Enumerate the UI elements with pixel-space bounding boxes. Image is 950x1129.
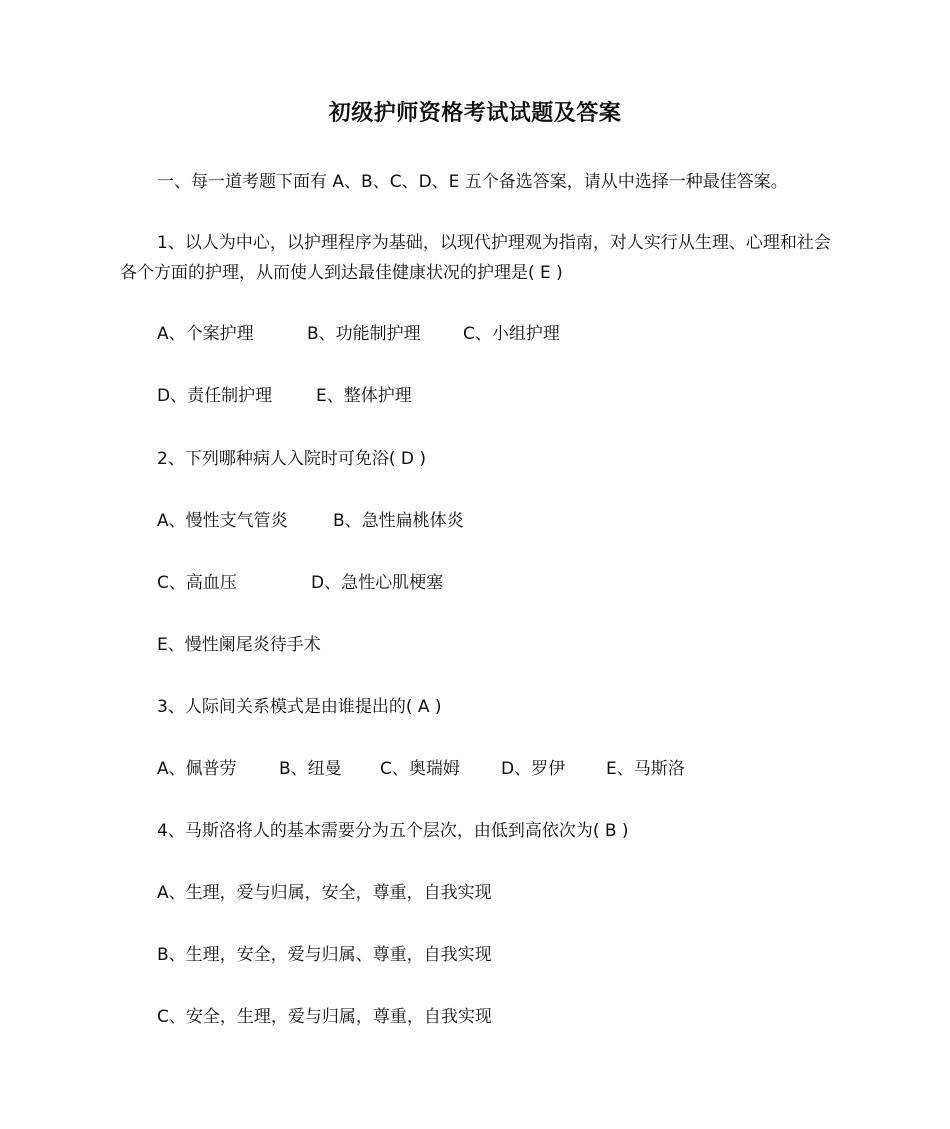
question-4-option-a: A、生理，爱与归属，安全，尊重，自我实现 [157,883,492,903]
question-1-options-row-2 [157,384,412,408]
instruction-text: 一、每一道考题下面有 A、B、C、D、E 五个备选答案，请从中选择一种最佳答案。 [157,172,788,192]
question-3-options-row-1 [157,757,685,781]
option-c: C、高血压 [157,573,237,593]
option-d: D、罗伊 [501,759,566,779]
option-b: B、急性扁桃体炎 [333,511,464,531]
option-a: A、个案护理 [157,324,254,344]
question-1-options-row-1 [157,322,560,346]
question-4-stem: 4、马斯洛将人的基本需要分为五个层次，由低到高依次为( B ) [157,821,629,841]
option-d: D、责任制护理 [157,386,273,406]
option-e: E、慢性阑尾炎待手术 [157,635,321,655]
question-4-option-c: C、安全，生理，爱与归属，尊重，自我实现 [157,1007,492,1027]
option-c: C、奥瑞姆 [380,759,460,779]
question-2-stem: 2、下列哪种病人入院时可免浴( D ) [157,449,426,469]
option-e: E、马斯洛 [606,759,685,779]
question-2-options-row-2 [157,571,443,595]
option-b: B、纽曼 [279,759,342,779]
question-1-stem: 1、以人为中心，以护理程序为基础，以现代护理观为指南，对人实行从生理、心理和社会各个方面的护理，从而使人到达最佳健康状况的护理是( E ) [120,233,831,283]
option-e: E、整体护理 [316,386,412,406]
question-3-stem: 3、人际间关系模式是由谁提出的( A ) [157,697,442,717]
option-d: D、急性心肌梗塞 [311,573,444,593]
option-c: C、小组护理 [463,324,560,344]
question-2-options-row-3 [157,633,321,657]
question-4-option-b: B、生理，安全，爱与归属、尊重，自我实现 [157,945,492,965]
option-b: B、功能制护理 [307,324,421,344]
option-a: A、佩普劳 [157,759,237,779]
document-title: 初级护师资格考试试题及答案 [328,101,622,126]
question-2-options-row-1 [157,509,464,533]
option-a: A、慢性支气管炎 [157,511,288,531]
